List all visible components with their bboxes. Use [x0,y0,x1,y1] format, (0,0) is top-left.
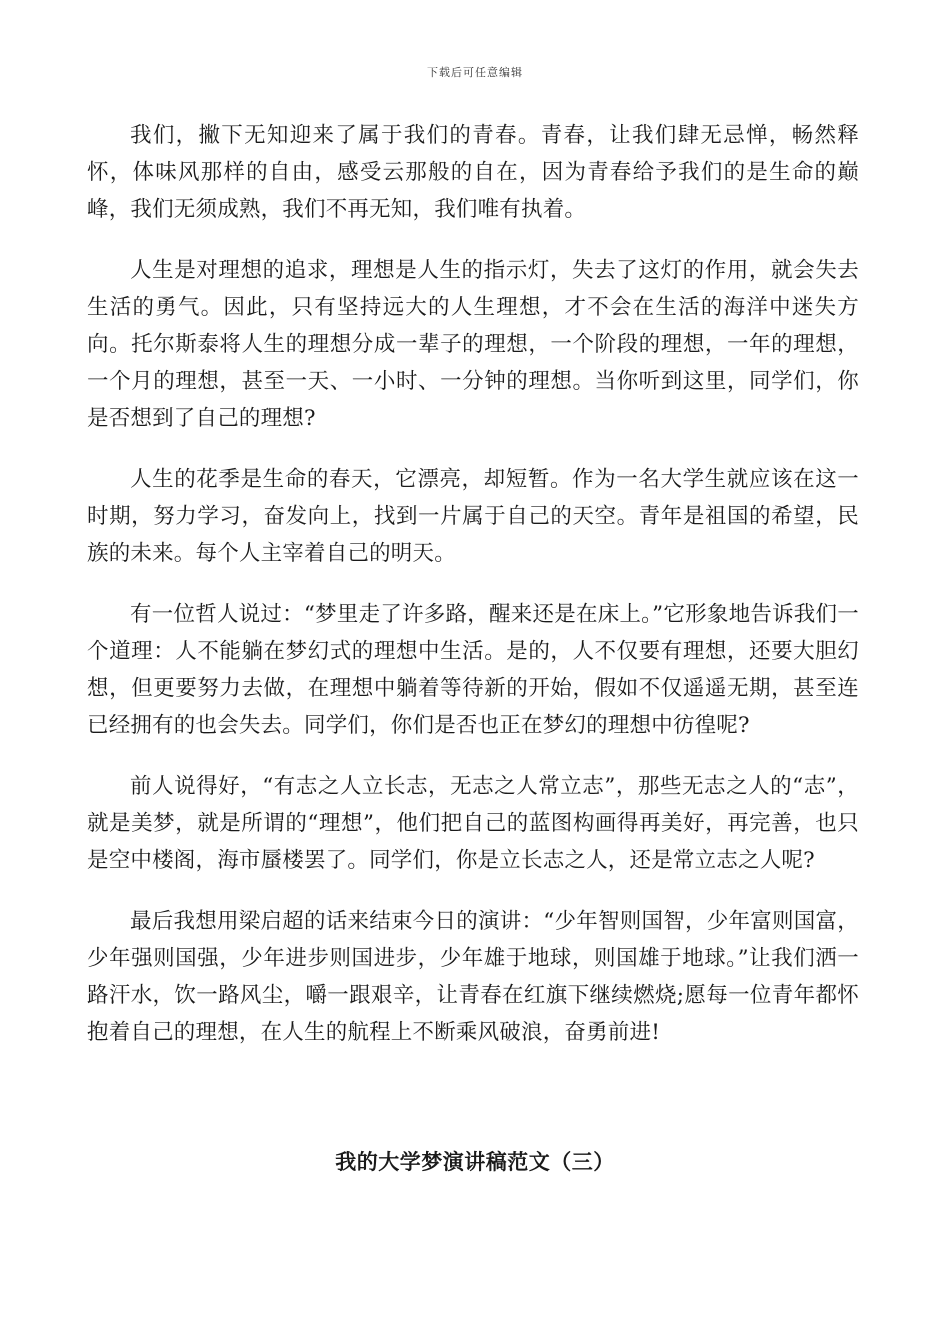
paragraph-5: 前人说得好，“有志之人立长志，无志之人常立志”，那些无志之人的“志”，就是美梦，就是所谓的“理想”，他们把自己的蓝图构画得再美好，再完善，也只是空中楼阁，海市蜃楼罢了。同学们，你是立长志之人，还是常立志之人呢? [87,774,859,873]
page-header-note: 下载后可任意编辑 [427,66,523,79]
paragraph-2: 人生是对理想的追求，理想是人生的指示灯，失去了这灯的作用，就会失去生活的勇气。因此，只有坚持远大的人生理想，才不会在生活的海洋中迷失方向。托尔斯泰将人生的理想分成一辈子的理想，一个阶段的理想，一年的理想，一个月的理想，甚至一天、一小时、一分钟的理想。当你听到这里，同学们，你是否想到了自己的理想? [87,258,859,431]
paragraph-4: 有一位哲人说过：“梦里走了许多路，醒来还是在床上。”它形象地告诉我们一个道理：人不能躺在梦幻式的理想中生活。是的，人不仅要有理想，还要大胆幻想，但更要努力去做，在理想中躺着等待新的开始，假如不仅遥遥无期，甚至连已经拥有的也会失去。同学们，你们是否也正在梦幻的理想中彷徨呢? [87,602,859,738]
paragraph-1: 我们，撇下无知迎来了属于我们的青春。青春，让我们肆无忌惮，畅然释怀，体味风那样的自由，感受云那般的自在，因为青春给予我们的是生命的巅峰，我们无须成熟，我们不再无知，我们唯有执着。 [87,123,859,222]
section-title: 我的大学梦演讲稿范文（三） [335,1149,615,1174]
paragraph-6: 最后我想用梁启超的话来结束今日的演讲：“少年智则国智，少年富则国富，少年强则国强，少年进步则国进步，少年雄于地球，则国雄于地球。”让我们洒一路汗水，饮一路风尘，嚼一跟艰辛，让青春在红旗下继续燃烧;愿每一位青年都怀抱着自己的理想，在人生的航程上不断乘风破浪，奋勇前进! [87,909,859,1045]
paragraph-3: 人生的花季是生命的春天，它漂亮，却短暂。作为一名大学生就应该在这一时期，努力学习，奋发向上，找到一片属于自己的天空。青年是祖国的希望，民族的未来。每个人主宰着自己的明天。 [87,467,859,566]
speech-body [87,117,859,1075]
